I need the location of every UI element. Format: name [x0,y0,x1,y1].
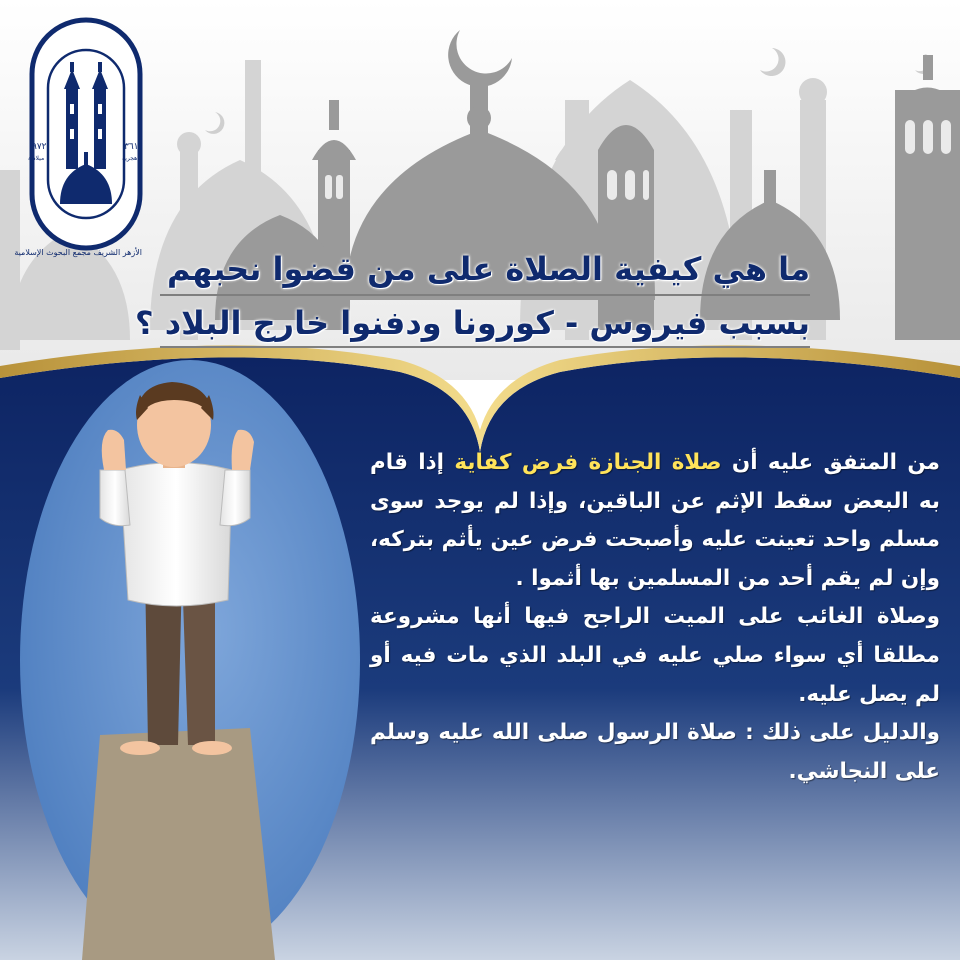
logo-ring-text: الأزهر الشريف مجمع البحوث الإسلامية [14,248,142,257]
headline-divider-1 [160,294,810,296]
body-text [370,444,940,791]
headline-divider-2 [160,346,810,348]
logo-year-hijri: ٣٦١ [124,142,139,152]
highlight-communal-obligation: فرض كفاية [454,450,579,475]
paragraph-1-intro: من المتفق عليه أن [721,450,940,475]
headline-line-1: ما هي كيفية الصلاة على من قضوا نحبهم [166,250,810,288]
paragraph-2: وصلاة الغائب على الميت الراجح فيها أنها مشروعة مطلقا أي سواء صلي عليه في البلد الذي مات فيه أو لم يصل عليه. [370,604,940,707]
highlight-funeral-prayer: صلاة الجنازة [588,450,722,475]
al-azhar-logo [26,14,146,254]
paragraph-1 [370,444,940,598]
logo-year-gregorian: ٩٧٢ [32,142,47,152]
headline-line-2: بسبب فيروس - كورونا ودفنوا خارج البلاد ؟ [134,304,810,342]
logo-year-hijri-label: هجرية [122,155,138,162]
logo-year-gregorian-label: ميلادية [28,155,45,162]
paragraph-3: والدليل على ذلك : صلاة الرسول صلى الله عليه وسلم على النجاشي. [370,720,940,784]
prayer-mat [82,728,275,960]
paragraph-1-rest: إذا قام به البعض سقط الإثم عن الباقين، وإذا لم يوجد سوى مسلم واحد تعينت عليه وأصبحت فرض عين يأثم بتركه، وإن لم يقم أحد من المسلمين بها أثموا . [370,450,940,591]
